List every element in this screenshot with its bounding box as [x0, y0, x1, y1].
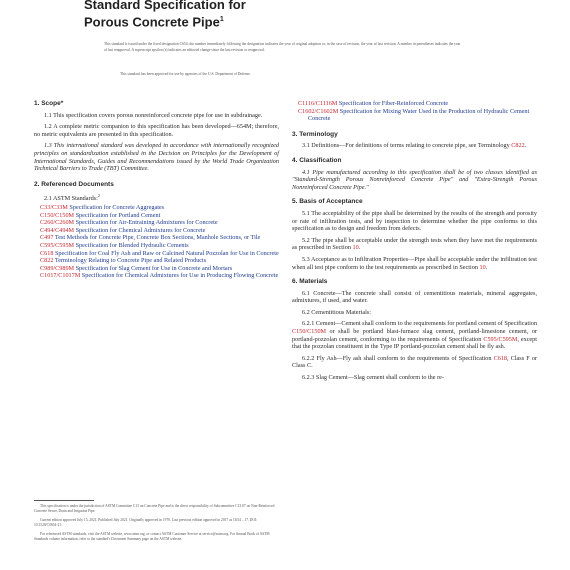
ref-link-c150[interactable]: C150/C150M — [292, 328, 327, 336]
ref-item[interactable] — [34, 242, 279, 250]
ref-link-c618[interactable]: C618 — [493, 354, 508, 362]
ref-item[interactable] — [34, 234, 279, 242]
section-1-heading: 1. Scope* — [34, 100, 64, 107]
footnotes — [34, 504, 279, 545]
left-column — [34, 100, 279, 280]
section-link[interactable]: 10 — [352, 244, 359, 252]
ref-title: Specification for Concrete Aggregates — [67, 204, 165, 211]
ref-code: C260/C260M — [40, 219, 75, 227]
ref-item[interactable] — [34, 265, 279, 273]
ref-title: Specification for Coal Fly Ash and Raw or Calcined Natural Pozzolan for Use in Concrete — [53, 249, 279, 257]
section-3-heading: 3. Terminology — [292, 130, 338, 138]
section-link[interactable]: 10 — [479, 263, 486, 271]
ref-title: Specification for Slag Cement for Use in Concrete and Mortars — [74, 264, 233, 272]
ref-title: Specification for Mixing Water Used in the Production of Hydraulic Cement Concrete — [308, 107, 530, 123]
title-footnote-mark: 1 — [219, 16, 224, 23]
ref-title: Specification for Chemical Admixtures for Concrete — [74, 226, 206, 234]
ref-code: C33/C33M — [40, 204, 68, 211]
para-2-1 — [34, 192, 279, 203]
title-line-1: Standard Specification for — [84, 0, 246, 12]
ref-item[interactable] — [34, 227, 279, 235]
title-line-2 — [84, 12, 246, 29]
ref-title: Specification for Blended Hydraulic Cements — [74, 241, 189, 249]
para-6-2-2-end: , Class F or Class C. — [292, 354, 537, 370]
section-6-heading: 6. Materials — [292, 278, 328, 286]
footnote-2: For referenced ASTM standards, visit the ASTM website, www.astm.org, or contact ASTM Customer Service at service@astm.org. For Annual Book of ASTM Standards volume information, refer to the standard's Document Summary page on the ASTM website. — [34, 531, 270, 542]
para-6-1: 6.1 Concrete—The concrete shall consist of cementitious materials, mineral aggregates, admixtures, if used, and water. — [292, 289, 537, 305]
ref-item[interactable] — [34, 219, 279, 227]
ref-link-c595[interactable]: C595/C595M — [483, 335, 518, 343]
para-1-2: 1.2 A complete metric companion to this specification has been developed—654M; therefore, no metric equivalents are presented in this specification. — [34, 123, 279, 138]
footnote-1-edition: Current edition approved July 15, 2021. Published July 2021. Originally approved in 1970. Last previous edition approved in 2017 as C654 – 17. DOI: 10.1520/C0654-21. — [34, 517, 258, 528]
title-text: Porous Concrete Pipe — [84, 14, 220, 30]
para-5-2-text: 5.2 The pipe shall be acceptable under the strength tests when they have met the requirements as prescribed in Section — [292, 236, 537, 252]
para-5-3-text: 5.3 Acceptance as to Infiltration Properties—Pipe shall be acceptable under the infiltration test when all test pipe conform to the test requirements as prescribed in Section — [292, 255, 537, 271]
ref-title: Specification for Fiber-Reinforced Concrete — [337, 100, 449, 107]
section-2-heading: 2. Referenced Documents — [34, 180, 114, 188]
ref-code: C497 — [40, 234, 54, 242]
ref-item[interactable] — [34, 257, 279, 265]
para-5-3 — [292, 256, 537, 271]
dod-notice: This standard has been approved for use by agencies of the U.S. Department of Defense. — [120, 72, 251, 76]
ref-code: C150/C150M — [40, 211, 75, 219]
para-3-1-end: . — [524, 142, 527, 150]
ref-item[interactable] — [34, 272, 279, 280]
section-5-heading: 5. Basis of Acceptance — [292, 198, 363, 206]
para-5-2-end: . — [358, 244, 361, 252]
ref-link-c822[interactable]: C822 — [511, 142, 525, 150]
document-title — [84, 0, 246, 29]
para-6-2-3: 6.2.3 Slag Cement—Slag cement shall conform to the re- — [302, 374, 444, 382]
ref-code: C595/C595M — [40, 241, 75, 249]
footnote-1: This specification is under the jurisdiction of ASTM Committee C13 on Concrete Pipe and is the direct responsibility of Subcommittee C13.07 on Non-Reinforced Concrete Sewer, Drain and Irrigation Pipe. — [34, 504, 275, 514]
para-5-3-end: . — [485, 263, 488, 271]
designation-notice: This standard is issued under the fixed designation C654; the number immediately following the designation indicates the year of original adoption or, in the case of revision, the year of last revision. A number in parentheses indicates the year of last reapproval. A superscript epsilon (ε) indicates an editorial change since the last revision or reapproval. — [104, 42, 461, 52]
ref-code: C989/C989M — [40, 264, 75, 272]
para-6-2-1-text: 6.2.1 Cement—Cement shall conform to the requirements for portland cement of Specification — [302, 320, 537, 328]
ref-title: Test Methods for Concrete Pipe, Concrete Box Sections, Manhole Sections, or Tile — [53, 234, 261, 242]
para-5-1: 5.1 The acceptability of the pipe shall be determined by the results of the strength and porosity or rate of infiltration tests, and by inspection to determine whether the pipe conforms to this specification as to design and freedom from defects. — [292, 209, 537, 233]
para-5-2 — [292, 237, 537, 252]
ref-code: C822 — [40, 257, 54, 265]
para-2-1-text: 2.1 ASTM Standards: — [44, 195, 98, 203]
right-column — [292, 100, 537, 386]
ref-item[interactable] — [34, 204, 279, 212]
ref-title: Specification for Chemical Admixtures for Use in Producing Flowing Concrete — [80, 272, 279, 280]
para-4-1: 4.1 Pipe manufactured according to this specification shall be of two classes identified as "Standard-Strength Porous Nonreinforced Concrete Pipe" and "Extra-Strength Porous Nonreinforced Concrete Pipe." — [292, 168, 537, 191]
para-1-3: 1.3 This international standard was developed in accordance with internationally recognized principles on standardization established in the Decision on Principles for the Development of International Standards, Guides and Recommendations issued by the World Trade Organization Technical Barriers to Trade (TBT) Committee. — [34, 142, 279, 173]
para-3-1 — [292, 142, 537, 150]
ref-item[interactable] — [34, 212, 279, 220]
para-6-2: 6.2 Cementitious Materials: — [302, 308, 371, 316]
ref-item[interactable] — [292, 108, 537, 123]
para-6-2-2-text: 6.2.2 Fly Ash—Fly ash shall conform to the requirements of Specification — [302, 354, 494, 362]
footnote-rule — [34, 500, 94, 501]
ref-title: Specification for Portland Cement — [74, 211, 161, 219]
ref-title: Terminology Relating to Concrete Pipe and Related Products — [53, 257, 207, 265]
section-4-heading: 4. Classification — [292, 156, 342, 164]
para-6-2-1 — [292, 320, 537, 350]
ref-code: C494/C494M — [40, 226, 75, 234]
para-1-1: 1.1 This specification covers porous nonreinforced concrete pipe for use in subdrainage. — [44, 111, 263, 119]
footnote-mark-2: 2 — [97, 193, 100, 199]
para-6-2-2 — [292, 355, 537, 370]
ref-item[interactable] — [34, 250, 279, 258]
ref-title: Specification for Air-Entraining Admixtures for Concrete — [74, 219, 218, 227]
para-6-2-1-text-2: or shall be portland blast-furnace slag cement, portland-limestone cement, or portland-pozzolan cement, conforming to the requirements of Specification — [292, 328, 537, 343]
ref-code: C1116/C1116M — [298, 100, 338, 107]
para-3-1-text: 3.1 Definitions—For definitions of terms relating to concrete pipe, see Terminology — [302, 142, 512, 150]
ref-code: C1017/C1017M — [40, 272, 81, 280]
ref-code: C1602/C1602M — [298, 107, 339, 115]
ref-item[interactable] — [292, 100, 537, 108]
para-6-2-1-text-3: , except that the pozzolan constituent in the Type IP portland-pozzolan cement shall be fly ash. — [292, 335, 537, 351]
ref-code: C618 — [40, 249, 54, 257]
